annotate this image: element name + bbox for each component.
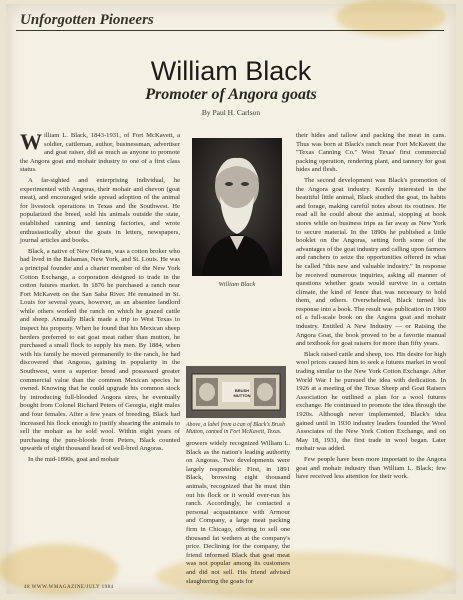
paragraph: William L. Black, 1843-1931, of Fort McKavett, a soldier, cattleman, author, businessman, advertiser and goat raiser, did as much as anyone to promote the Angora goat and mohair industry to one of a first class status. <box>20 129 180 174</box>
can-label-photo <box>186 366 286 418</box>
portrait-photo <box>192 138 282 276</box>
paragraph: their hides and tallow and packing the meat in cans. Thus was born at Black's ranch near Fort McKavett the "Texas Canning Co." West Texas' first commercial packing operation, rendering plant, and tannery for goat hides and flesh. <box>296 132 446 174</box>
column-left <box>20 129 180 580</box>
drop-cap: W <box>20 129 42 154</box>
portrait-caption: William Black <box>218 281 256 288</box>
byline: By Paul H. Carlson <box>201 108 261 117</box>
article-title: William Black <box>150 56 312 86</box>
column-right <box>296 132 446 580</box>
article-subtitle: Promoter of Angora goats <box>145 86 317 103</box>
can-label-caption: Above, a label from a can of Black's Brush Mutton, canned in Fort McKavett, Texas. <box>186 422 286 435</box>
paragraph: A far-sighted and enterprising individual, he experimented with Angoras, their mohair and chevon (goat meat), and encouraged wide spread adoption of the animal for livestock operations in Texas and the Southwest. He popularized the breed, sold his animals outside the state, established canning and tanning factories, and wrote enthusiastically about the goats in letters, newspapers, journal articles and books. <box>20 176 180 245</box>
portrait-image <box>192 138 282 276</box>
paragraph: Black raised cattle and sheep, too. His desire for high wool prices caused him to seek a futures market in wool trading similar to the New York Cotton Exchange. After World War I he pursued the idea with dedication. In 1926 at a meeting of the Texas Sheep and Goat Raisers Association he outlined a plan for a wool futures exchange. He continued to promote the idea through the 1920s. Although never implemented, Black's idea gained until in 1930 industry leaders founded the Wool Associates of the New York Cotton Exchange, and on May 18, 1931, the first trade in wool began. Later mohair was added. <box>296 350 446 453</box>
paragraph: Black, a native of New Orleans, was a cotton broker who had lived in the Bahamas, New York, and St. Louis. He was a principal founder and a charter member of the New York Cotton Exchange, a corporation designed to trade in the cotton futures market. In 1876 he purchased a ranch near Fort McKavett on the San Saba River. He remained in St. Louis for several years, however, as an absentee landlord while others worked the ranch on which he grazed cattle and sheep. Annually Black made a trip to West Texas to inspect his property. When he found that his Mexican sheep herders preferred to eat goat meat rather than mutton, he purchased a small flock to supply his men. By 1884, when with his family he moved permanently to the ranch, he had discovered that Angoras, gaining in popularity in the Southwest, were a superior breed and possessed greater commercial value than the common Mexican species he owned. Knowing that he could upgrade his common stock by introducing full-blooded Angora sires, he eventually bought from Colonel Richard Peters of Georgia, eight males and four females. After a few years of breeding, Black had increased his flock enough to justify shearing the animals to sell the mohair as he sold wool. Within eight years of purchasing the pure-bloods from Peters, Black counted upwards of eight thousand head of well-bred Angoras. <box>20 247 180 453</box>
section-kicker: Unforgotten Pioneers <box>20 12 154 28</box>
paragraph: The second development was Black's promotion of the Angora goat industry. Keenly interested in the beautiful little animal, Black studied the goat, its habits and forage, making careful notes about its routines. He read all he could about the animal, stopping at book stores while on business trips as far away as New York to secure material. In the 1890s he published a little booklet on the Angoras, setting forth some of the advantages of the goat industry and calling upon farmers and ranchers to seize the opportunities offered in what he called "this new and valuable industry." In response he received numerous inquiries, asking all manner of questions whether goats would survive in a certain climate, the kind of fence that was necessary to hold them, and others. Overwhelmed, Black turned his response into a book. The result was publication in 1900 of a full-scale book on the Angora goat and mohair industry. Entitled A New Industry — or Raising the Angora Goat, the book proved to be a favorite manual and textbook for goat raisers for more than fifty years. <box>296 176 446 348</box>
page-footer: 48 WWW.WMAGAZINE/JULY 1984 <box>24 585 114 590</box>
paragraph: growers widely recognized William L. Black as the nation's leading authority on Angoras. Two developments were largely responsible: First, in 1891 Black, browsing eight thousand animals, recognized that he must thin out his flock or it would over-run his ranch. Accordingly, he contacted a personal acquaintance with Armour and Company, a large meat packing firm in Chicago, offering to sell one thousand fat wethers at the company's price. Declining for the company, the friend informed Black that goat meat was not popular among its customers and did not sell. His friend advised slaughtering the goats for <box>186 440 290 585</box>
header-rule <box>16 30 444 31</box>
can-label-text: BRUSH MUTTON <box>233 388 251 398</box>
column-middle <box>186 440 290 585</box>
paragraph: Few people have been more important to the Angora goat and mohair industry than William L. Black; few have received less attention for their work. <box>296 455 446 481</box>
paragraph: In the mid-1890s, goat and mohair <box>28 455 120 463</box>
article-page <box>6 4 456 594</box>
